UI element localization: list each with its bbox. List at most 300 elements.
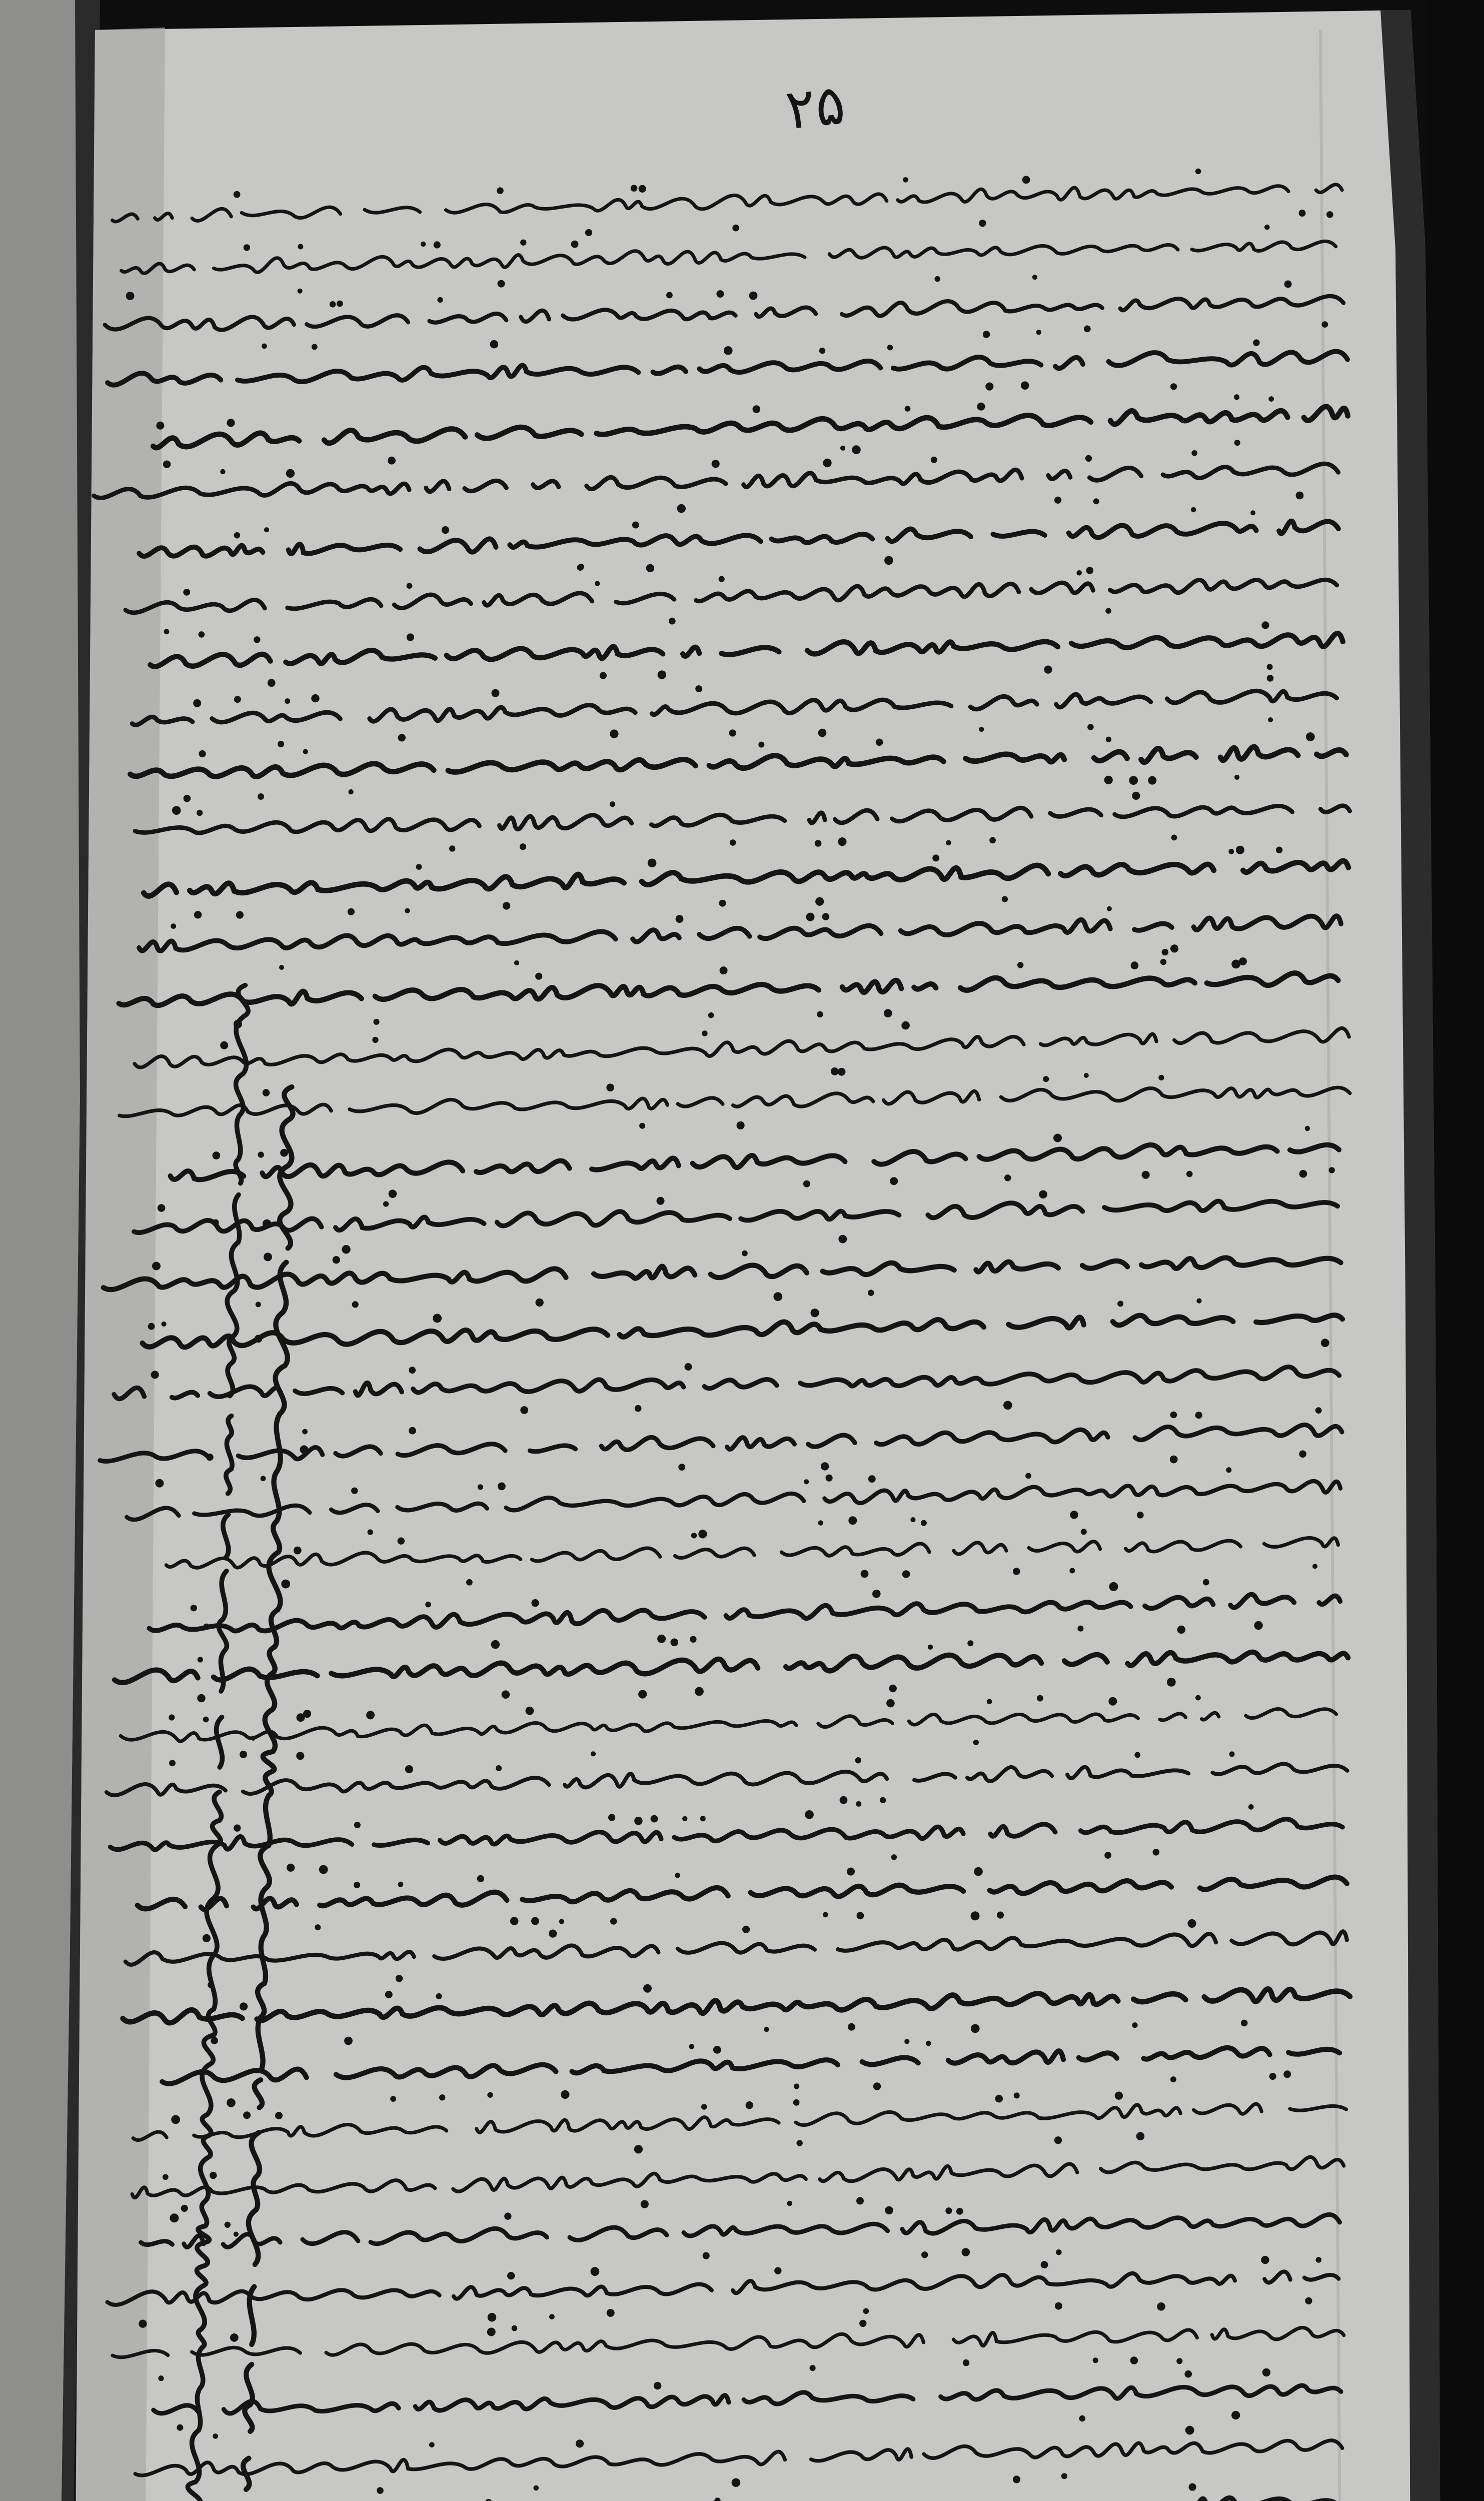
ink-dot	[1129, 776, 1138, 785]
ink-dot	[1158, 1075, 1164, 1080]
ink-dot	[806, 913, 815, 921]
ink-dot	[1104, 1852, 1111, 1859]
ink-dot	[531, 1599, 539, 1607]
ink-dot	[698, 1530, 707, 1538]
ink-dot	[354, 1882, 360, 1888]
ink-dot	[436, 1993, 442, 1999]
ink-dot	[1069, 1568, 1075, 1574]
ink-dot	[227, 419, 235, 427]
ink-dot	[491, 1640, 500, 1649]
ink-dot	[303, 749, 308, 754]
ink-dot	[366, 1711, 375, 1719]
ink-dot	[805, 1810, 814, 1819]
ink-dot	[281, 1580, 290, 1589]
ink-dot	[873, 2082, 881, 2090]
ink-dot	[977, 403, 985, 411]
ink-dot	[319, 1865, 328, 1874]
ink-dot	[905, 406, 911, 412]
ink-dot	[498, 280, 505, 288]
ink-dot	[1084, 1073, 1089, 1078]
ink-dot	[170, 2213, 179, 2222]
ink-dot	[985, 383, 993, 391]
ink-dot	[1167, 1678, 1176, 1687]
ink-dot	[797, 2140, 803, 2146]
ink-dot	[730, 839, 736, 846]
ink-dot	[171, 923, 176, 929]
ink-dot	[203, 1717, 209, 1723]
ink-dot	[863, 2308, 869, 2314]
ink-dot	[1170, 1412, 1177, 1419]
ink-dot	[1189, 2483, 1196, 2491]
ink-dot	[810, 2365, 816, 2371]
ink-dot	[184, 795, 191, 802]
ink-dot	[442, 526, 449, 534]
ink-dot	[885, 2206, 893, 2214]
ink-dot	[963, 2359, 969, 2366]
ink-dot	[872, 1590, 881, 1598]
ink-dot	[793, 2099, 800, 2106]
ink-dot	[407, 633, 414, 641]
ink-dot	[1316, 2257, 1322, 2263]
ink-dot	[886, 1699, 895, 1708]
ink-dot	[1108, 1697, 1117, 1706]
ink-dot	[158, 2375, 164, 2381]
ink-dot	[995, 2095, 1003, 2103]
ink-dot	[1130, 2356, 1138, 2364]
ink-dot	[1268, 717, 1273, 722]
ink-dot	[1137, 1512, 1144, 1519]
ink-dot	[1037, 1695, 1043, 1702]
ink-dot	[716, 290, 724, 298]
ink-dot	[344, 2037, 353, 2045]
ink-dot	[1014, 2092, 1020, 2098]
ink-dot	[921, 1520, 927, 1526]
ink-dot	[1312, 1564, 1317, 1569]
ink-dot	[635, 1405, 642, 1412]
ink-dot	[600, 672, 607, 679]
ink-dot	[1196, 1299, 1201, 1304]
ink-dot	[1056, 2249, 1061, 2255]
ink-dot	[610, 1918, 617, 1924]
ink-dot	[488, 2313, 497, 2322]
ink-dot	[1234, 394, 1239, 400]
ink-dot	[1231, 960, 1240, 969]
ink-dot	[390, 2096, 396, 2102]
ink-dot	[1321, 321, 1328, 328]
ink-dot	[1276, 847, 1282, 853]
ink-dot	[654, 2382, 661, 2389]
ink-dot	[169, 1714, 175, 1720]
ink-dot	[220, 469, 225, 474]
ink-dot	[902, 1570, 910, 1578]
ink-dot	[774, 2267, 781, 2274]
ink-dot	[1284, 281, 1292, 288]
ink-dot	[383, 1201, 389, 1207]
ink-dot	[311, 694, 319, 702]
ink-dot	[729, 729, 736, 736]
ink-dot	[1203, 1579, 1209, 1586]
ink-dot	[732, 2478, 741, 2487]
ink-dot	[1170, 1456, 1178, 1464]
ink-dot	[997, 1912, 1004, 1919]
ink-dot	[1296, 492, 1304, 500]
ink-dot	[1017, 962, 1024, 968]
ink-dot	[373, 1019, 379, 1025]
ink-dot	[296, 1752, 304, 1760]
ink-dot	[823, 1912, 828, 1917]
ink-dot	[492, 689, 500, 697]
ink-dot	[689, 2044, 695, 2049]
ink-dot	[852, 445, 861, 454]
ink-dot	[1329, 1167, 1335, 1173]
ink-dot	[702, 1030, 708, 1036]
ink-dot	[591, 1751, 596, 1756]
ink-dot	[1070, 1511, 1078, 1519]
ink-dot	[275, 2112, 283, 2119]
ink-dot	[354, 1822, 361, 1828]
ink-dot	[1231, 2411, 1240, 2419]
ink-dot	[691, 1533, 697, 1538]
ink-dot	[971, 2024, 980, 2033]
ink-dot	[520, 1406, 528, 1414]
ink-dot	[243, 2111, 251, 2119]
ink-dot	[631, 185, 638, 192]
ink-dot	[818, 1520, 823, 1525]
ink-dot	[1093, 498, 1099, 504]
ink-dot	[398, 1882, 404, 1887]
ink-dot	[490, 340, 499, 349]
ink-dot	[466, 1579, 473, 1586]
page-number: ۲۵	[782, 72, 848, 142]
ink-dot	[1170, 944, 1178, 952]
ink-dot	[861, 1570, 869, 1578]
ink-dot	[514, 960, 519, 965]
ink-dot	[298, 244, 303, 250]
ink-dot	[859, 2320, 866, 2327]
ink-dot	[348, 789, 353, 794]
ink-dot	[815, 840, 822, 847]
ink-dot	[857, 1912, 864, 1919]
ink-dot	[487, 2092, 493, 2098]
ink-dot	[1185, 2426, 1194, 2435]
ink-dot	[536, 1299, 544, 1307]
ink-dot	[1195, 169, 1201, 174]
ink-dot	[1021, 381, 1029, 390]
ink-dot	[838, 837, 846, 846]
ink-dot	[1025, 1473, 1031, 1479]
ink-dot	[1157, 2302, 1165, 2311]
ink-dot	[385, 1991, 393, 1998]
ink-dot	[477, 1875, 484, 1882]
ink-dot	[712, 460, 720, 468]
ink-dot	[1162, 949, 1169, 956]
ink-dot	[377, 2487, 384, 2494]
ink-dot	[848, 2023, 855, 2031]
ink-dot	[1131, 961, 1139, 969]
ink-dot	[487, 2328, 496, 2336]
ink-dot	[946, 840, 951, 846]
ink-dot	[526, 1707, 534, 1715]
ink-dot	[1305, 2297, 1312, 2304]
ink-dot	[1148, 776, 1156, 785]
ink-dot	[695, 1687, 704, 1696]
ink-dot	[234, 191, 241, 198]
ink-dot	[720, 966, 728, 974]
ink-dot	[749, 292, 758, 300]
ink-dot	[512, 2325, 518, 2331]
ink-dot	[803, 1180, 810, 1187]
ink-dot	[868, 1475, 876, 1483]
ink-dot	[608, 1814, 615, 1821]
ink-dot	[1041, 2261, 1048, 2268]
ink-dot	[838, 1068, 846, 1076]
ink-dot	[578, 564, 584, 570]
ink-dot	[887, 345, 893, 350]
ink-dot	[1077, 1626, 1083, 1632]
ink-dot	[429, 2442, 435, 2447]
ink-dot	[884, 556, 893, 565]
ink-dot	[695, 685, 702, 692]
ink-dot	[234, 532, 241, 539]
ink-dot	[880, 1797, 886, 1803]
ink-dot	[298, 289, 303, 294]
ink-dot	[838, 1235, 847, 1243]
ink-dot	[610, 729, 618, 738]
ink-dot	[819, 348, 825, 354]
ink-dot	[890, 1177, 898, 1185]
ink-dot	[158, 1204, 166, 1212]
ink-dot	[279, 965, 284, 970]
ink-dot	[669, 618, 676, 625]
ink-dot	[1267, 664, 1273, 670]
ink-dot	[1228, 849, 1234, 854]
ink-dot	[675, 1873, 680, 1878]
ink-dot	[1132, 2022, 1137, 2028]
ink-dot	[639, 1123, 645, 1129]
ink-dot	[931, 457, 937, 463]
ink-dot	[280, 1149, 288, 1157]
ink-dot	[534, 2485, 539, 2491]
ink-dot	[1136, 2132, 1145, 2140]
ink-dot	[634, 1817, 643, 1825]
ink-dot	[1176, 2358, 1182, 2364]
ink-dot	[254, 636, 260, 643]
ink-dot	[639, 185, 646, 193]
ink-dot	[576, 2439, 584, 2447]
ink-dot	[561, 2090, 569, 2099]
ink-dot	[742, 1250, 748, 1257]
ink-dot	[737, 1121, 745, 1129]
ink-dot	[815, 897, 824, 906]
ink-dot	[504, 2212, 511, 2219]
ink-dot	[297, 1713, 305, 1722]
ink-dot	[199, 750, 206, 757]
ink-dot	[831, 1067, 839, 1075]
ink-dot	[409, 1367, 416, 1374]
ink-dot	[1191, 450, 1197, 456]
ink-dot	[1104, 776, 1113, 784]
ink-dot	[973, 1740, 979, 1745]
ink-dot	[510, 1917, 519, 1925]
ink-dot	[1299, 1451, 1306, 1458]
ink-dot	[932, 854, 939, 861]
ink-dot	[889, 1685, 897, 1692]
ink-dot	[405, 908, 410, 913]
ink-dot	[1107, 906, 1112, 911]
ink-dot	[1195, 1695, 1201, 1701]
ink-dot	[351, 1488, 358, 1494]
ink-dot	[1267, 675, 1274, 682]
ink-dot	[703, 2252, 710, 2259]
ink-dot	[1262, 2368, 1270, 2376]
ink-dot	[979, 220, 986, 227]
ink-dot	[236, 911, 244, 919]
ink-dot	[856, 1801, 861, 1807]
ink-dot	[342, 1245, 350, 1254]
ink-dot	[164, 629, 170, 634]
ink-dot	[194, 911, 202, 918]
ink-dot	[244, 244, 250, 251]
ink-dot	[220, 1041, 228, 1049]
ink-dot	[700, 1816, 706, 1821]
ink-dot	[1079, 2415, 1085, 2421]
ink-dot	[227, 2098, 236, 2107]
ink-dot	[439, 2094, 445, 2100]
ink-dot	[507, 2272, 515, 2279]
ink-dot	[719, 900, 726, 907]
ink-dot	[1160, 959, 1166, 965]
ink-dot	[987, 1699, 992, 1705]
ink-dot	[261, 1476, 266, 1481]
ink-dot	[876, 739, 883, 746]
ink-dot	[962, 2248, 970, 2256]
ink-dot	[658, 670, 666, 679]
ink-dot	[690, 1636, 696, 1643]
ink-dot	[840, 446, 845, 451]
ink-dot	[974, 1867, 983, 1876]
ink-dot	[388, 457, 396, 465]
ink-dot	[983, 331, 990, 338]
ink-dot	[926, 2041, 931, 2046]
ink-dot	[901, 1021, 910, 1030]
ink-dot	[855, 1757, 861, 1763]
ink-dot	[632, 522, 639, 529]
ink-dot	[502, 1690, 510, 1699]
ink-dot	[1170, 2076, 1176, 2082]
ink-dot	[676, 915, 684, 923]
ink-dot	[396, 1975, 403, 1982]
ink-dot	[1117, 1301, 1123, 1307]
ink-dot	[169, 1760, 176, 1766]
ink-dot	[503, 902, 510, 909]
ink-dot	[1191, 507, 1196, 512]
ink-dot	[1195, 1412, 1202, 1419]
ink-dot	[407, 583, 413, 589]
ink-dot	[1087, 724, 1094, 730]
ink-dot	[847, 1868, 855, 1876]
ink-dot	[449, 845, 455, 851]
ink-dot	[234, 696, 241, 703]
ink-dot	[823, 459, 831, 467]
ink-dot	[416, 864, 422, 870]
ink-dot	[210, 2172, 217, 2179]
ink-dot	[670, 1639, 678, 1647]
ink-dot	[1264, 225, 1270, 230]
ink-dot	[1171, 835, 1177, 841]
ink-dot	[1153, 1849, 1160, 1856]
ink-dot	[1184, 2370, 1192, 2378]
ink-dot	[610, 801, 615, 807]
ink-dot	[989, 837, 996, 843]
ink-dot	[657, 1635, 666, 1643]
ink-dot	[1036, 330, 1041, 335]
ink-dot	[1234, 775, 1239, 780]
ink-dot	[607, 2309, 615, 2317]
ink-dot	[651, 1815, 658, 1823]
ink-dot	[330, 301, 336, 308]
ink-dot	[758, 742, 764, 748]
ink-dot	[1044, 666, 1052, 674]
ink-dot	[1305, 1126, 1310, 1131]
ink-dot	[1039, 1190, 1047, 1199]
ink-dot	[856, 2197, 864, 2204]
ink-dot	[352, 1301, 359, 1308]
ink-dot	[595, 581, 600, 586]
ink-dot	[171, 2115, 180, 2124]
ink-dot	[197, 810, 203, 816]
ink-dot	[1226, 1467, 1231, 1473]
ink-dot	[286, 469, 295, 478]
ink-dot	[773, 1292, 782, 1301]
ink-dot	[1076, 570, 1082, 576]
ink-dot	[971, 1911, 980, 1920]
ink-dot	[368, 1529, 373, 1535]
ink-dot	[753, 405, 761, 413]
ink-dot	[197, 1694, 205, 1702]
ink-dot	[213, 1151, 221, 1159]
ink-dot	[1299, 1170, 1307, 1178]
ink-dot	[935, 276, 940, 282]
ink-dot	[156, 422, 164, 430]
ink-dot	[199, 631, 205, 638]
ink-dot	[398, 1538, 405, 1545]
ink-dot	[1186, 1171, 1193, 1177]
ink-dot	[312, 344, 318, 350]
ink-dot	[405, 1765, 413, 1773]
ink-dot	[713, 2046, 721, 2054]
ink-dot	[172, 806, 181, 815]
ink-dot	[1241, 2020, 1248, 2027]
ink-dot	[641, 2200, 649, 2208]
ink-dot	[606, 1083, 614, 1091]
ink-dot	[1261, 621, 1269, 629]
ink-dot	[979, 727, 984, 732]
ink-dot	[677, 504, 686, 513]
ink-dot	[746, 2101, 753, 2109]
ink-dot	[1002, 896, 1008, 902]
ink-dot	[1177, 1626, 1185, 1634]
ink-dot	[183, 589, 190, 596]
ink-dot	[1093, 2357, 1098, 2363]
ink-dot	[1115, 2092, 1123, 2100]
ink-dot	[1229, 1751, 1235, 1757]
ink-dot	[139, 2320, 147, 2328]
ink-dot	[1142, 1171, 1150, 1179]
ink-dot	[1134, 1752, 1140, 1758]
ink-dot	[1085, 455, 1092, 462]
ink-dot	[1170, 383, 1177, 390]
ink-dot	[1234, 440, 1240, 446]
